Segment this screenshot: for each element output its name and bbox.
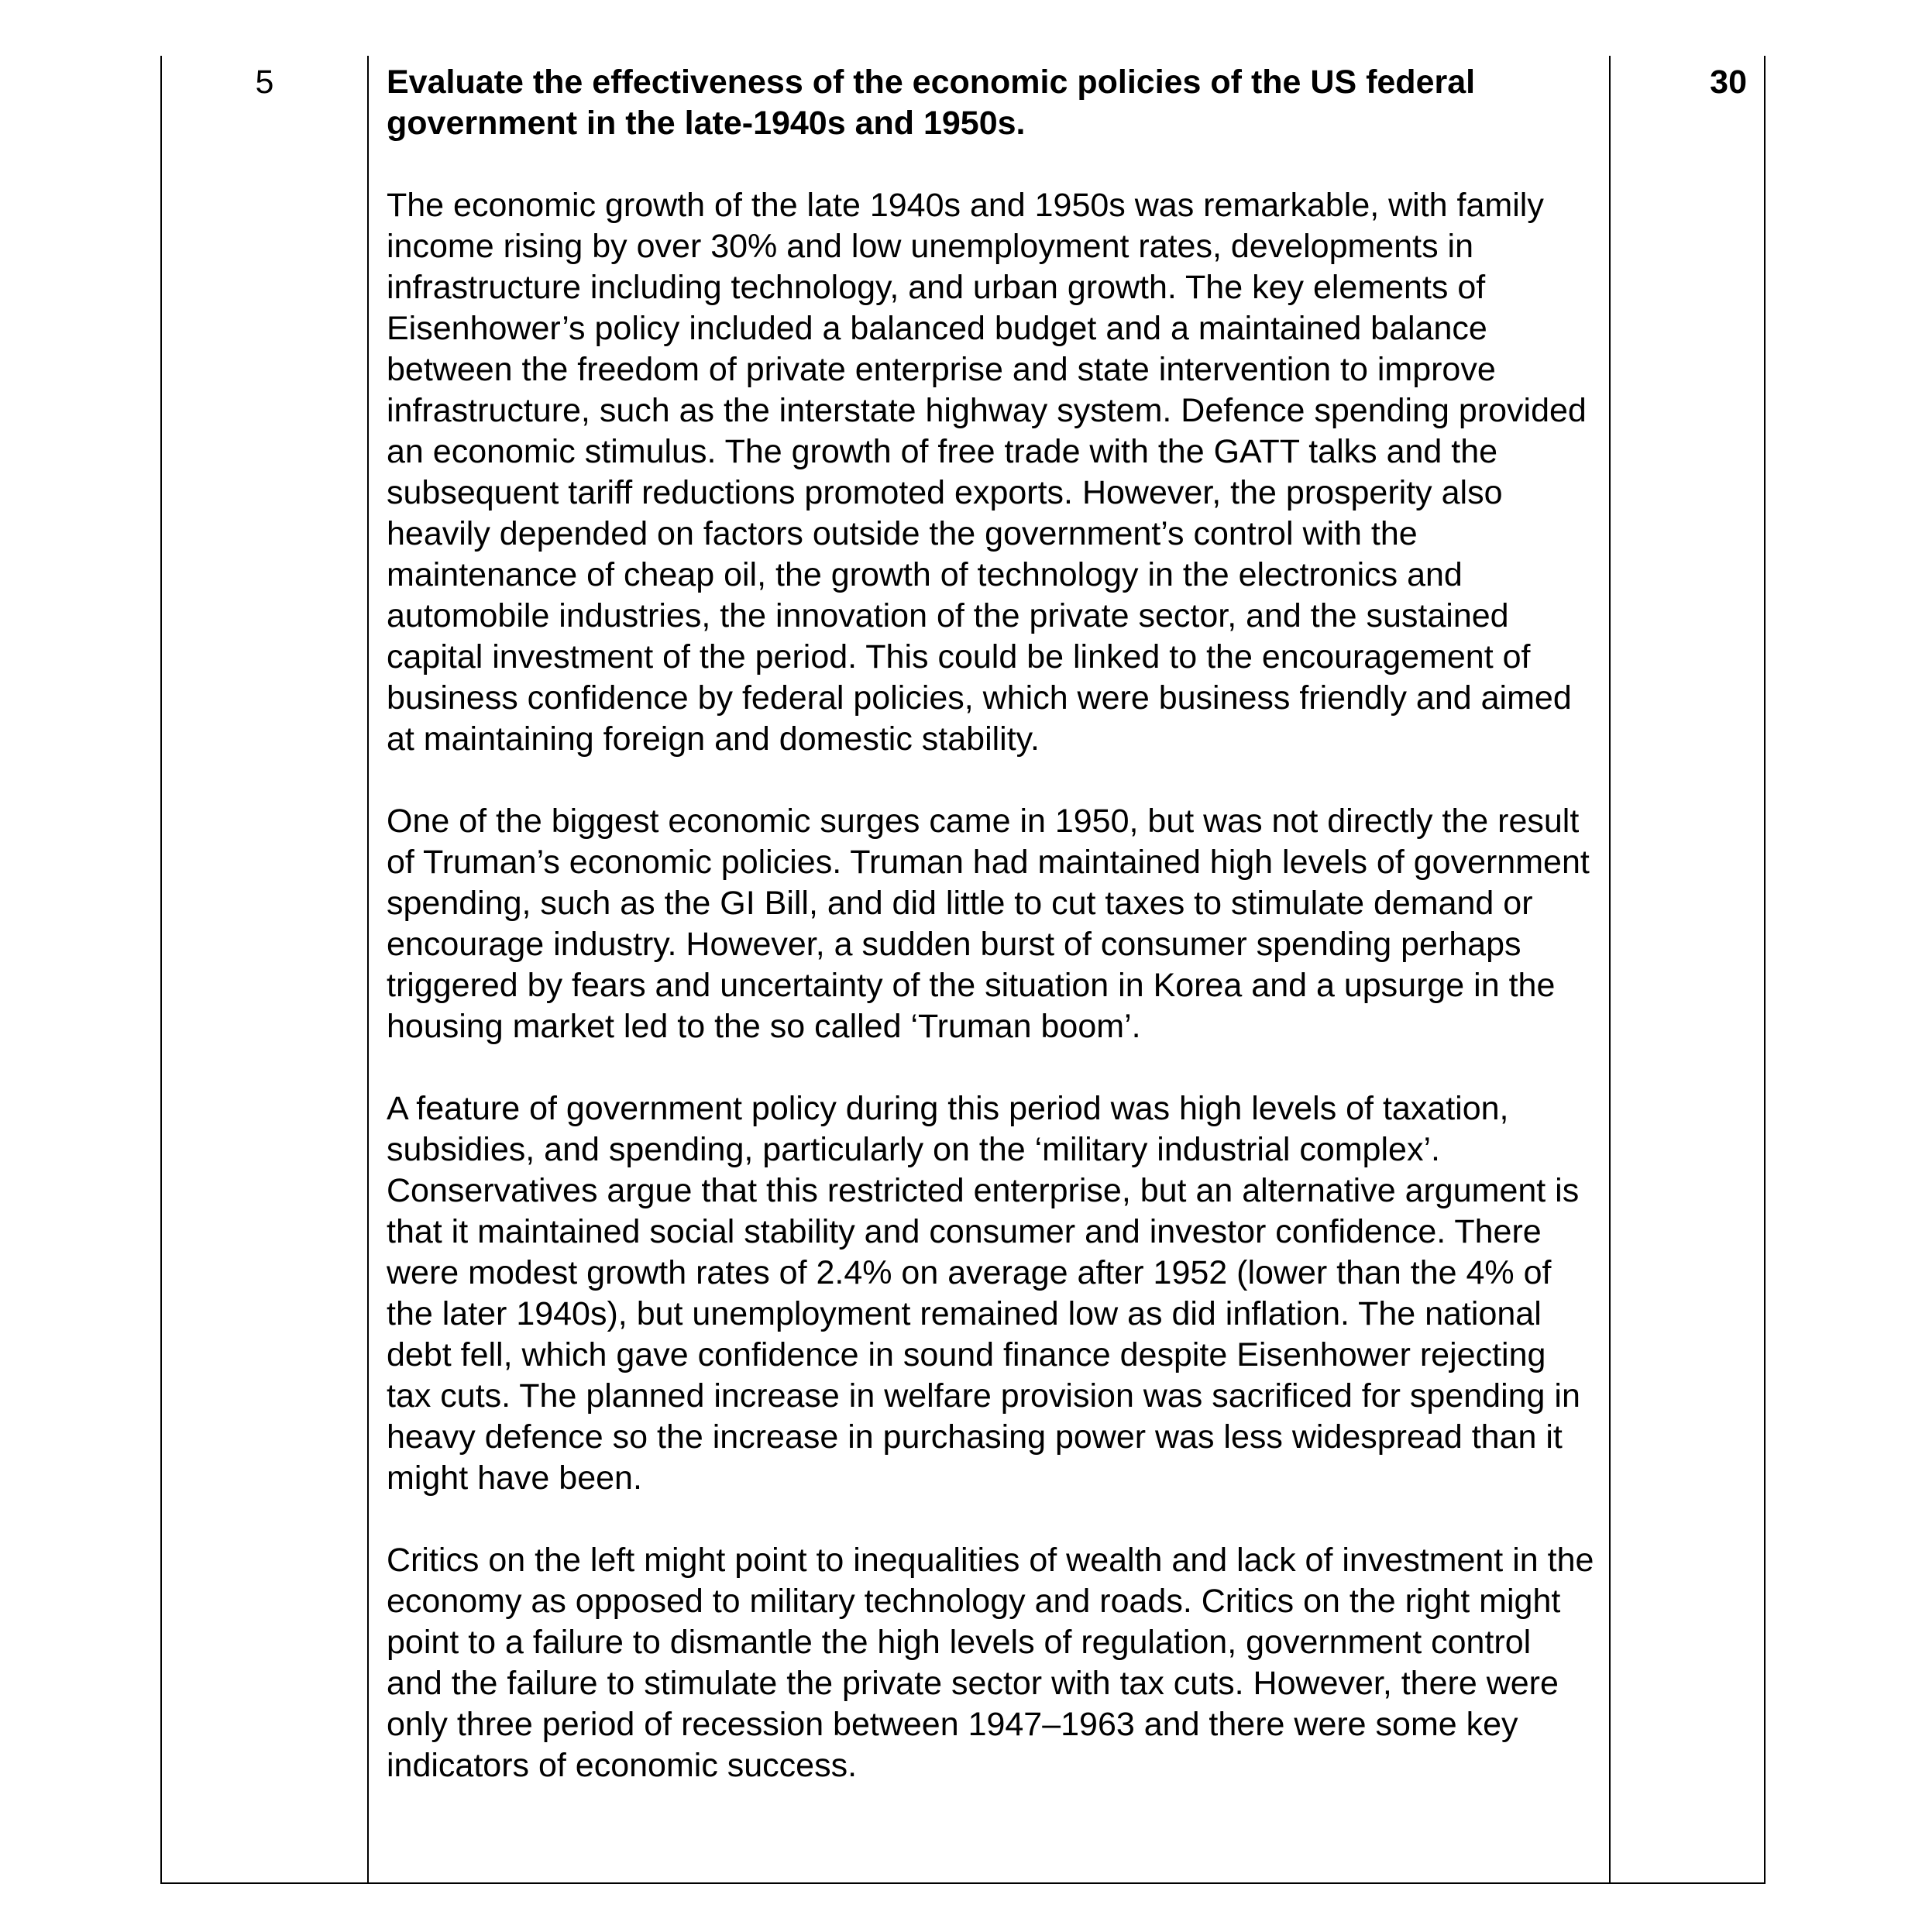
answer-paragraph: A feature of government policy during this period was high levels of taxation, subsidies, and spending, particularly on the ‘military industrial complex’. Conservatives argue that this restricted enterprise, but an alternative argument is that it maintained social stability and consumer and investor confidence. There were modest growth rates of 2.4% on average after 1952 (lower than the 4% of the later 1940s), but unemployment remained low as did inflation. The national debt fell, which gave confidence in sound finance despite Eisenhower rejecting tax cuts. The planned increase in welfare provision was sacrificed for spending in heavy defence so the increase in purchasing power was less widespread than it might have been. [387, 1090, 1580, 1497]
column-divider-left [367, 56, 369, 1882]
answer-paragraph: The economic growth of the late 1940s and 1950s was remarkable, with family income rising by over 30% and low unemployment rates, developments in infrastructure including technology, and urban growth. The key elements of Eisenhower’s policy included a balanced budget and a maintained balance between the freedom of private enterprise and state intervention to improve infrastructure, such as the interstate highway system. Defence spending provided an economic stimulus. The growth of free trade with the GATT talks and the subsequent tariff reductions promoted exports. However, the prosperity also heavily depended on factors outside the government’s control with the maintenance of cheap oil, the growth of technology in the electronics and automobile industries, the innovation of the private sector, and the sustained capital investment of the period. This could be linked to the encouragement of business confidence by federal policies, which were business friendly and aimed at maintaining foreign and domestic stability. [387, 187, 1587, 758]
question-number: 5 [255, 64, 274, 101]
question-marks: 30 [1710, 64, 1747, 101]
answer-paragraph: Critics on the left might point to inequalities of wealth and lack of investment in the economy as opposed to military technology and roads. Critics on the right might point to a failure to dismantle the high levels of regulation, government control and the failure to stimulate the private sector with tax cuts. However, there were only three period of recession between 1947–1963 and there were some key indicators of economic success. [387, 1542, 1594, 1784]
question-prompt: Evaluate the effectiveness of the economic policies of the US federal government in the late-1940s and 1950s. [387, 64, 1476, 142]
answer-paragraph: One of the biggest economic surges came in 1950, but was not directly the result of Truman’s economic policies. Truman had maintained high levels of government spending, such as the GI Bill, and did little to cut taxes to stimulate demand or encourage industry. However, a sudden burst of consumer spending perhaps triggered by fears and uncertainty of the situation in Korea and a upsurge in the housing market led to the so called ‘Truman boom’. [387, 803, 1590, 1045]
column-divider-right [1609, 56, 1611, 1882]
question-content [387, 62, 1595, 1786]
mark-scheme-table [160, 56, 1766, 1884]
